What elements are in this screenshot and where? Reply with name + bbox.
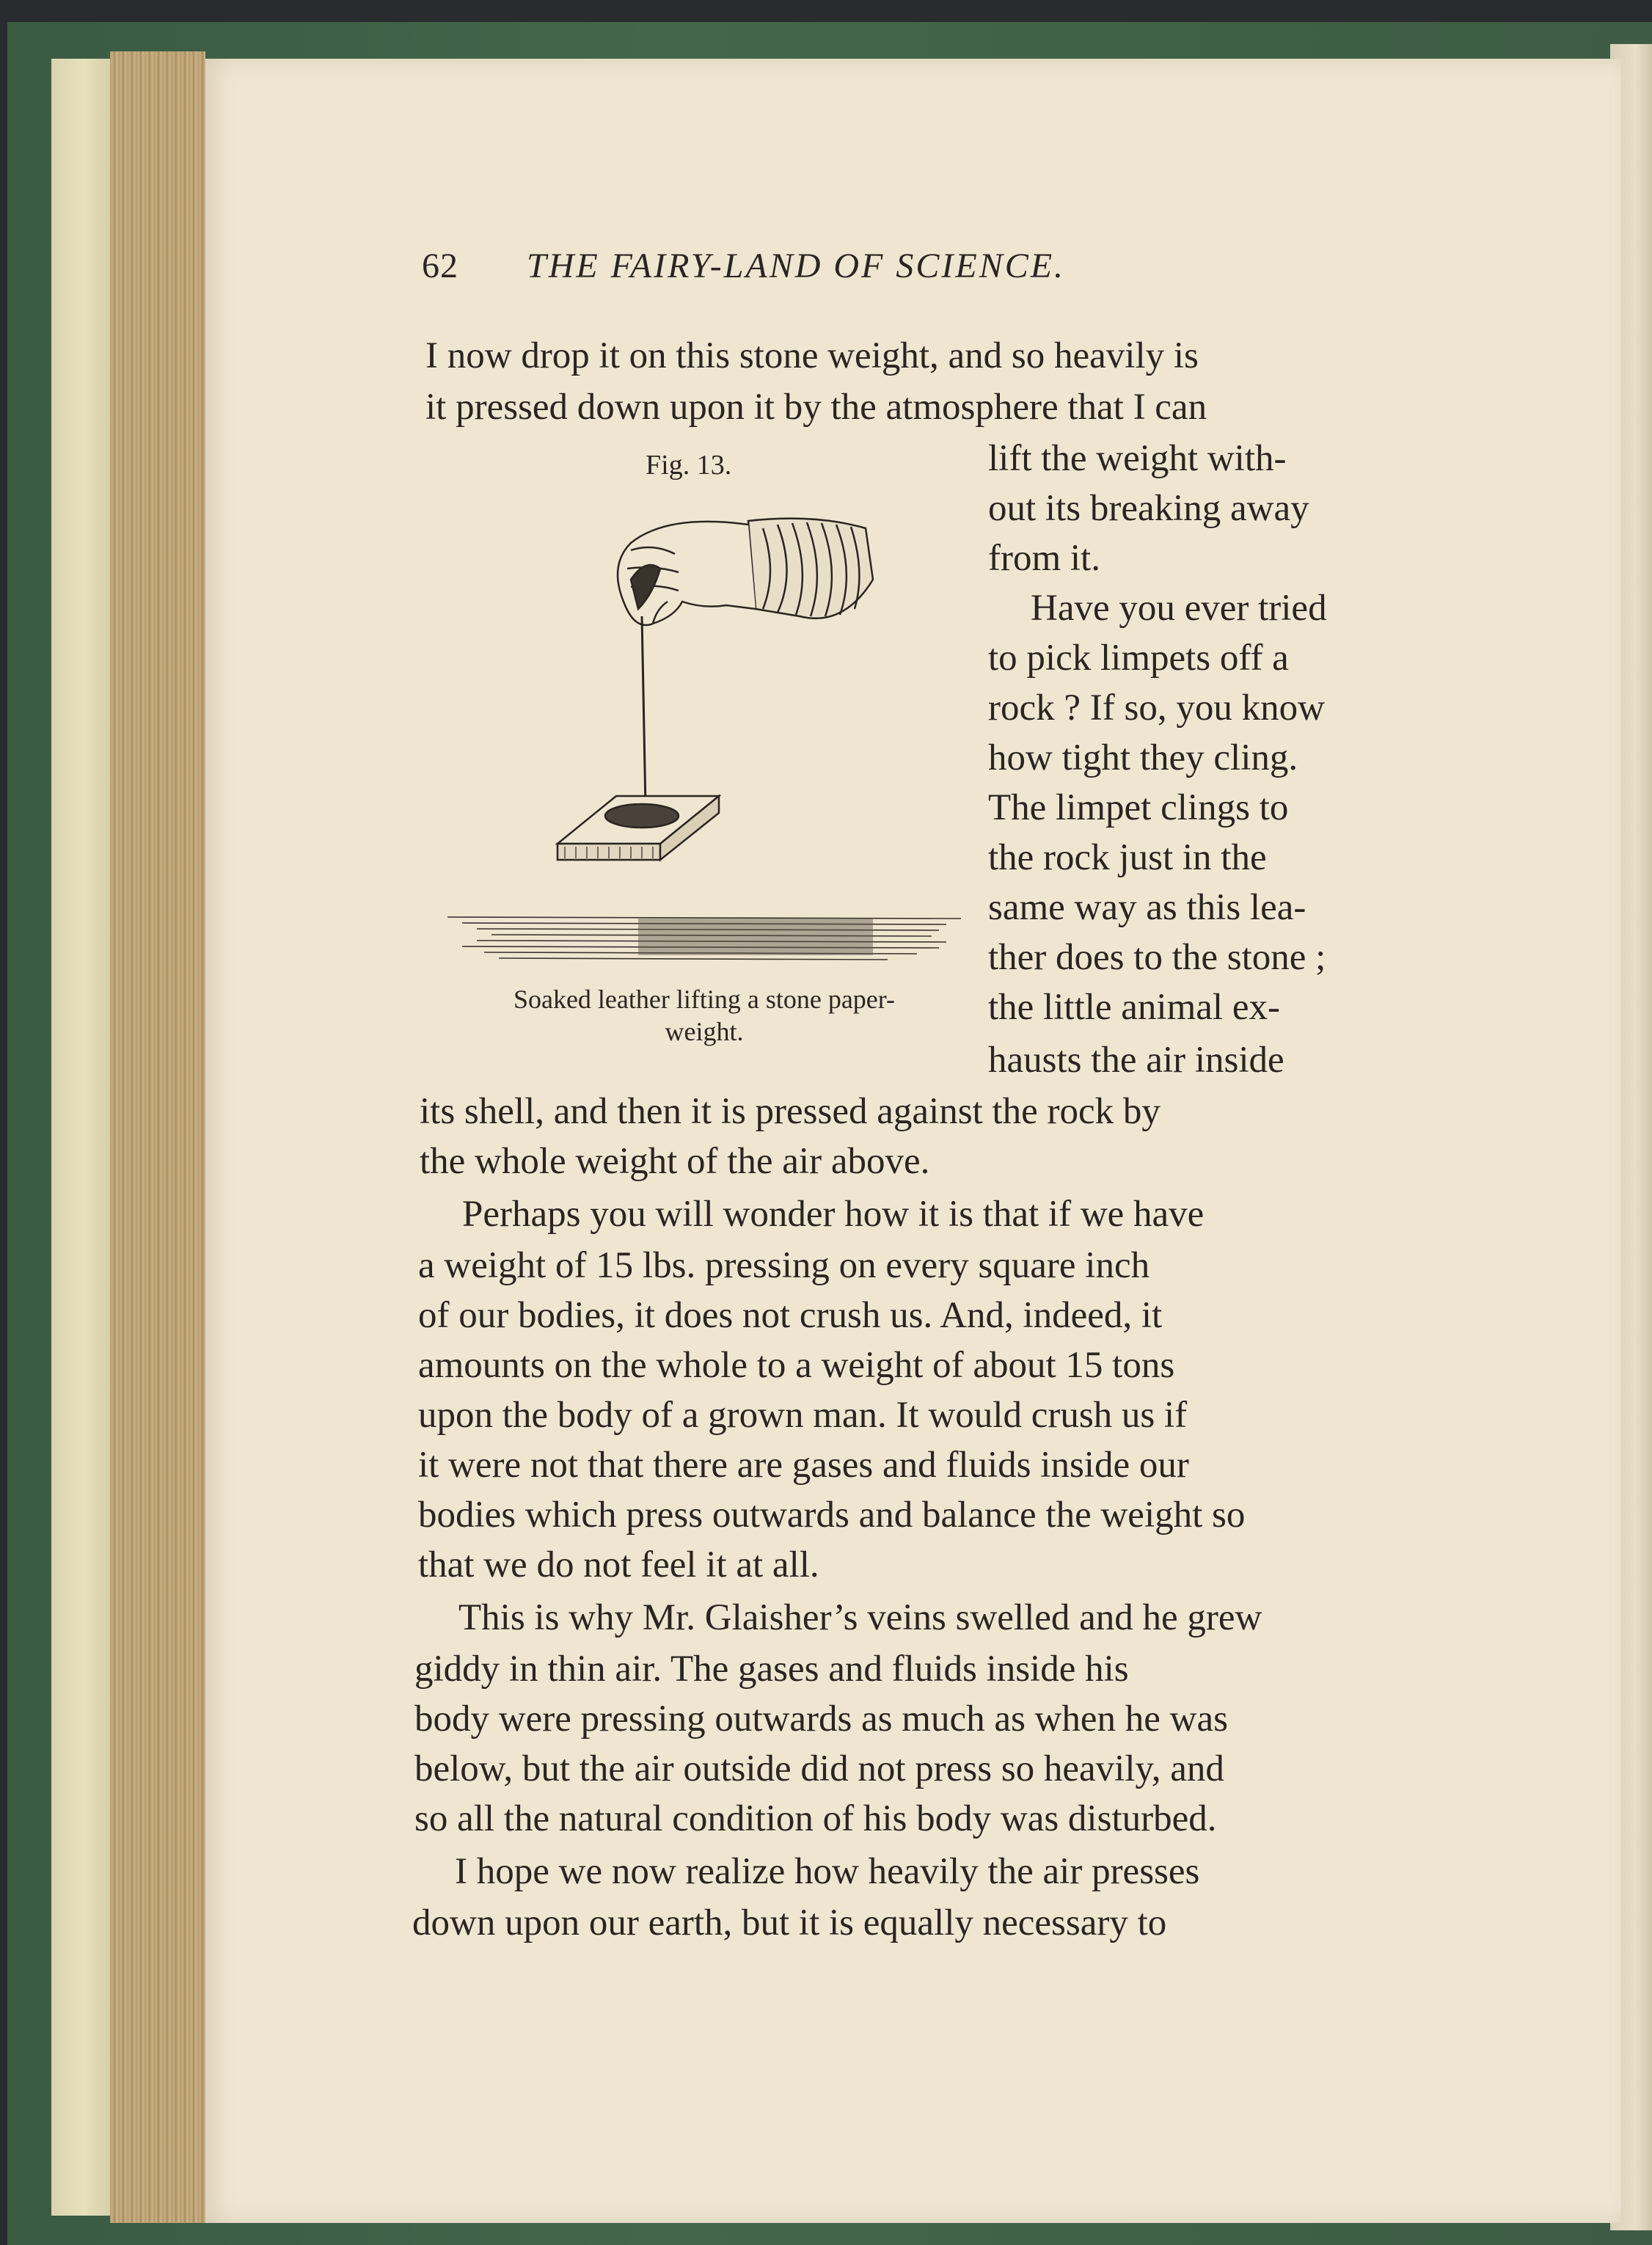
caption-line: Soaked leather lifting a stone paper- [513, 985, 896, 1014]
text-line: out its breaking away [988, 488, 1309, 529]
text-line: it were not that there are gases and fluids inside our [418, 1445, 1189, 1486]
text-line: body were pressing outwards as much as when he was [414, 1698, 1228, 1740]
text-line: lift the weight with- [988, 438, 1287, 479]
book-title: THE FAIRY-LAND OF SCIENCE. [527, 247, 1066, 285]
text-line: upon the body of a grown man. It would crush us if [418, 1395, 1188, 1436]
running-head [422, 246, 1302, 286]
text-line: hausts the air inside [988, 1040, 1284, 1081]
text-line: it pressed down upon it by the atmosphere that I can [425, 387, 1207, 428]
text-line: The limpet clings to [988, 787, 1289, 828]
figure-illustration [433, 499, 976, 983]
text-line: a weight of 15 lbs. pressing on every square inch [418, 1245, 1150, 1286]
text-line: that we do not feel it at all. [418, 1544, 819, 1585]
text-line: to pick limpets off a [988, 638, 1289, 679]
figure-caption [433, 983, 976, 1048]
text-line: amounts on the whole to a weight of about 15 tons [418, 1345, 1175, 1386]
text-line: same way as this lea- [988, 887, 1306, 928]
text-line: bodies which press outwards and balance the weight so [418, 1494, 1246, 1536]
text-line: so all the natural condition of his body was disturbed. [414, 1798, 1217, 1839]
text-line: ther does to the stone ; [988, 937, 1326, 978]
page-edges [110, 51, 205, 2223]
hand-lifting-stone-illustration [433, 499, 976, 983]
text-line: how tight they cling. [988, 737, 1298, 778]
text-line: of our bodies, it does not crush us. And, indeed, it [418, 1295, 1163, 1336]
text-line: from it. [988, 538, 1100, 579]
text-line: down upon our earth, but it is equally necessary to [412, 1902, 1167, 1943]
text-line: its shell, and then it is pressed against the rock by [420, 1091, 1161, 1132]
text-line: I hope we now realize how heavily the air presses [455, 1851, 1200, 1892]
page-number: 62 [422, 247, 458, 285]
text-line: the little animal ex- [988, 987, 1280, 1028]
text-line: Have you ever tried [1031, 588, 1327, 629]
figure-label: Fig. 13. [646, 450, 732, 481]
text-line: below, but the air outside did not press so heavily, and [414, 1748, 1224, 1789]
endpaper [51, 59, 117, 2216]
caption-line: weight. [665, 1017, 744, 1046]
text-line: the whole weight of the air above. [420, 1141, 930, 1182]
text-line: I now drop it on this stone weight, and so heavily is [425, 335, 1199, 376]
text-line: the rock just in the [988, 837, 1267, 878]
text-line: giddy in thin air. The gases and fluids inside his [414, 1649, 1129, 1690]
text-line: Perhaps you will wonder how it is that if we have [462, 1194, 1205, 1235]
text-line: rock ? If so, you know [988, 687, 1325, 729]
text-line: This is why Mr. Glaisher’s veins swelled and he grew [458, 1597, 1262, 1638]
